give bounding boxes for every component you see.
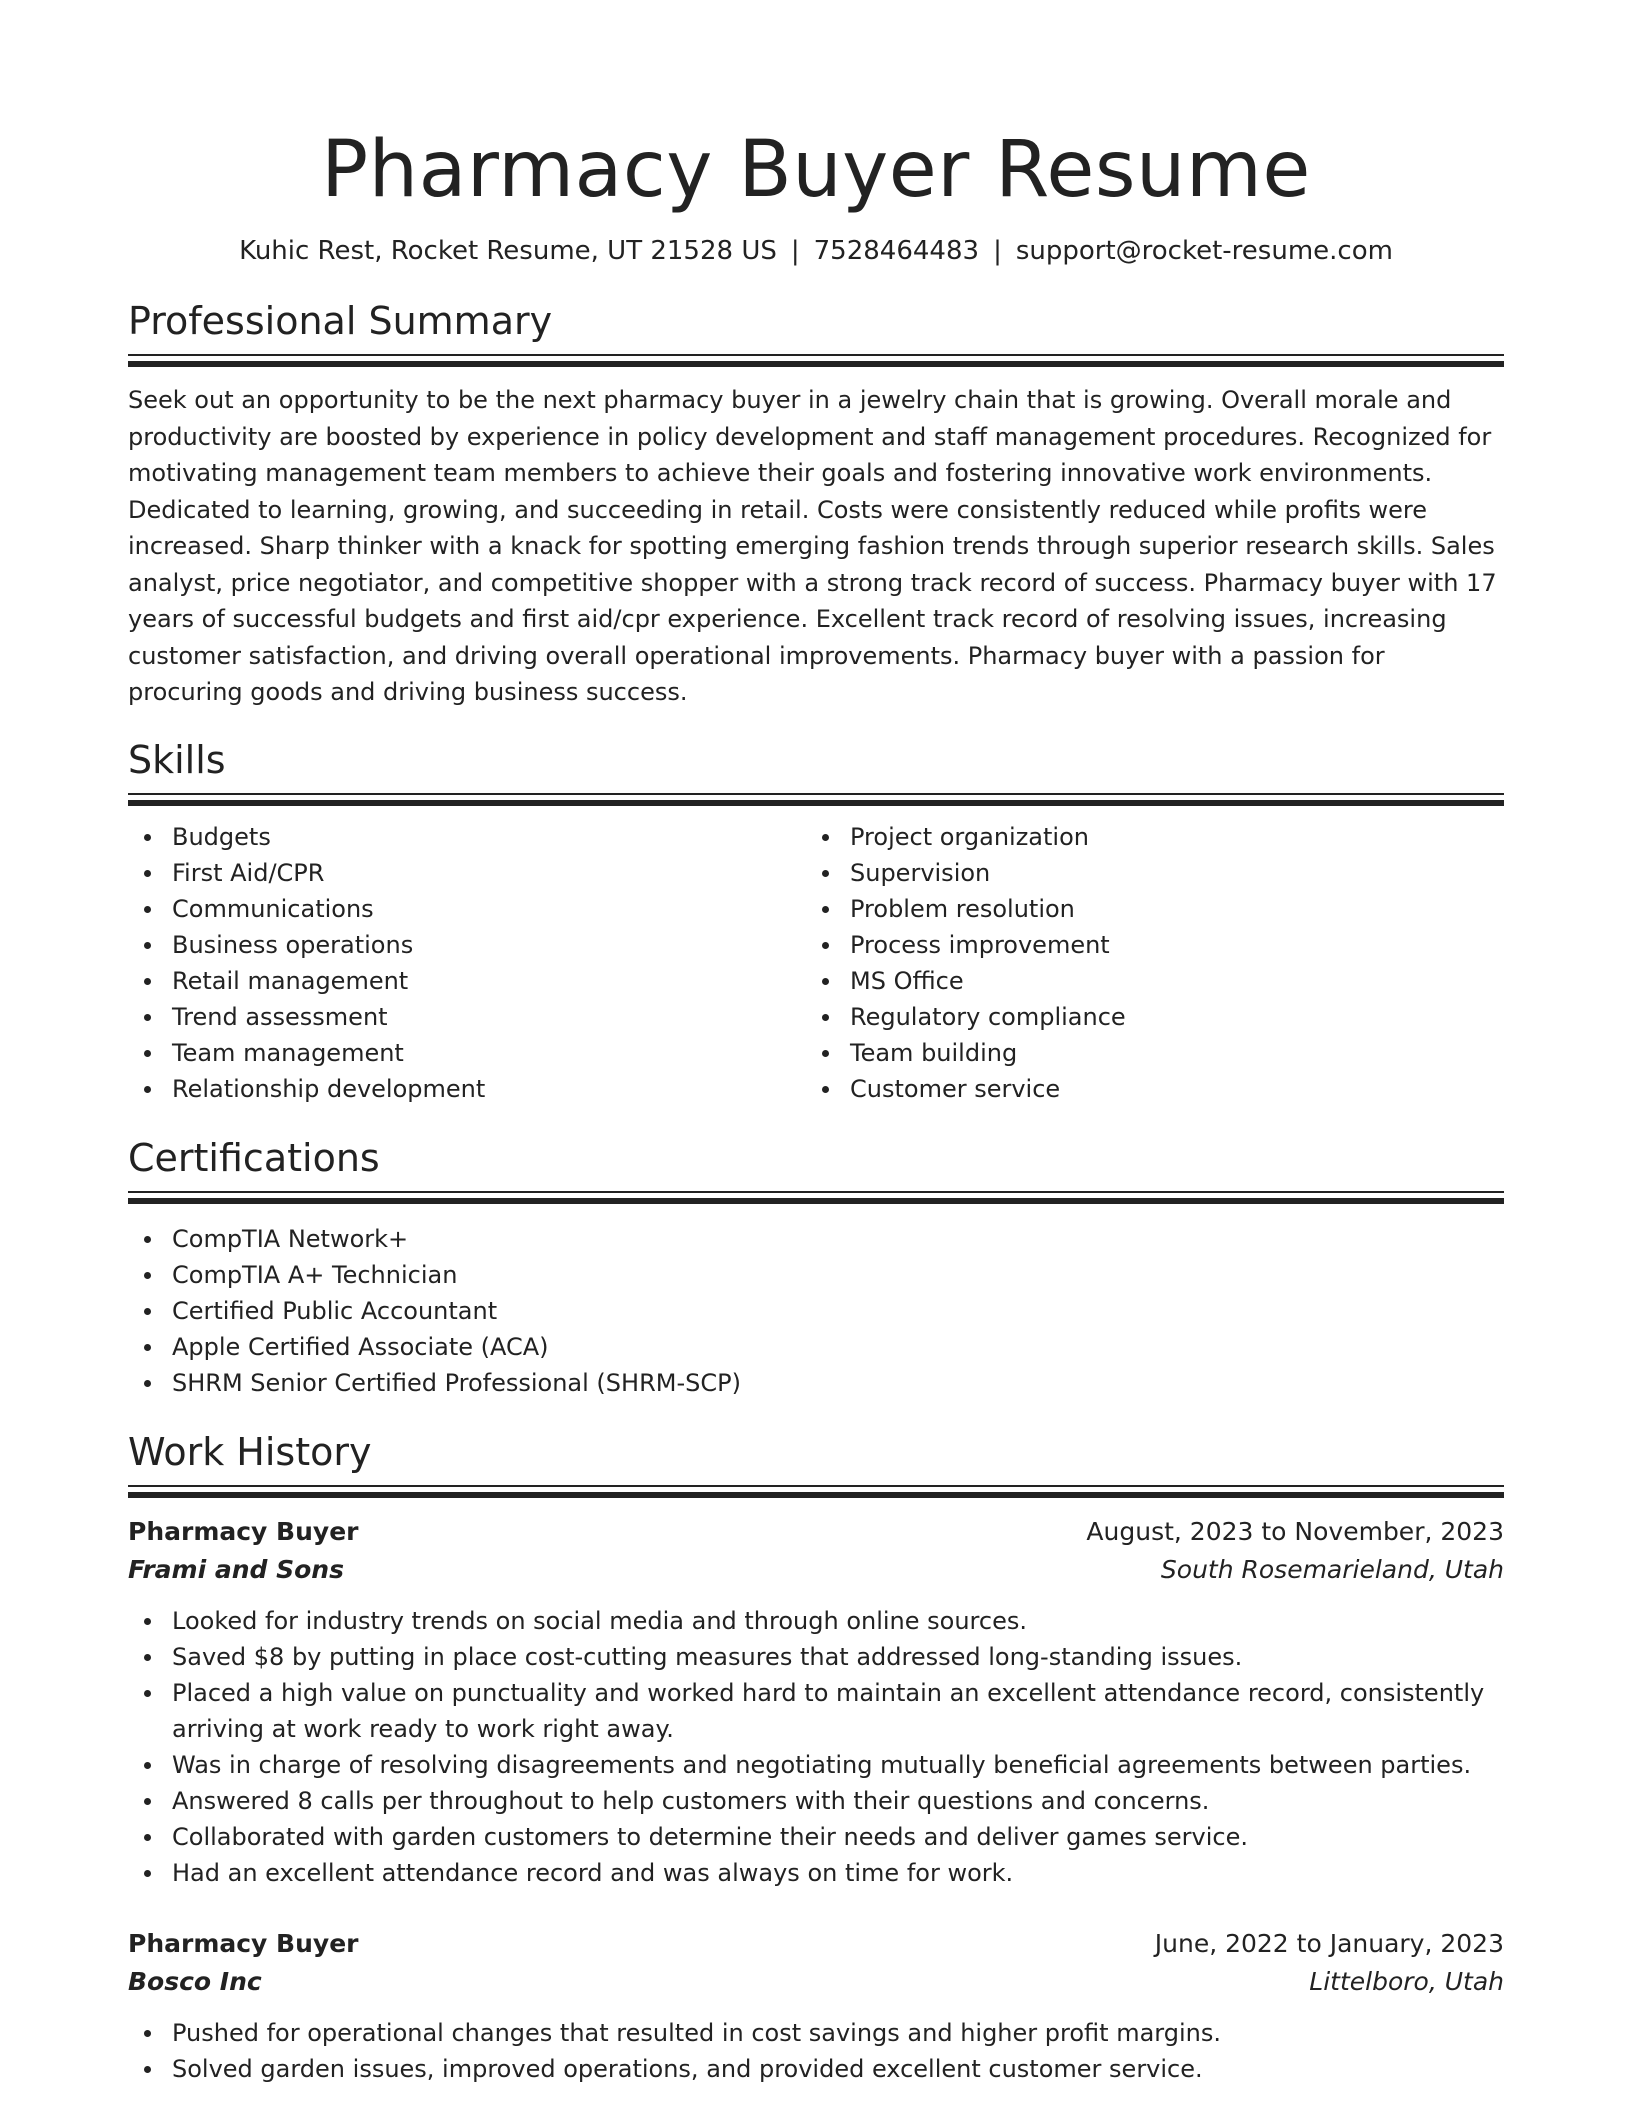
- contact-line: [128, 234, 1504, 268]
- resume-page: [128, 0, 1504, 2112]
- job-title: Pharmacy Buyer: [128, 1516, 359, 1546]
- job-subheader: [128, 1551, 1504, 1589]
- skill-item: Communications: [128, 891, 806, 927]
- contact-email: support@rocket-resume.com: [1015, 236, 1393, 266]
- skill-item: Team building: [806, 1035, 1484, 1071]
- skill-item: Trend assessment: [128, 999, 806, 1035]
- job-location: South Rosemarieland, Utah: [1160, 1554, 1504, 1584]
- section-divider: [128, 793, 1504, 807]
- job-duty-item: Saved $8 by putting in place cost-cutting measures that addressed long-standing issues.: [128, 1639, 1504, 1675]
- contact-separator: |: [790, 236, 800, 266]
- certification-item: CompTIA Network+: [128, 1221, 1504, 1257]
- skills-section: [128, 737, 1504, 1107]
- certification-item: SHRM Senior Certified Professional (SHRM-SCP): [128, 1365, 1504, 1401]
- skill-item: MS Office: [806, 963, 1484, 999]
- job-dates: August, 2023 to November, 2023: [1086, 1516, 1504, 1546]
- contact-address: Kuhic Rest, Rocket Resume, UT 21528 US: [239, 236, 777, 266]
- contact-phone: 7528464483: [813, 236, 980, 266]
- job-title: Pharmacy Buyer: [128, 1928, 359, 1958]
- job-company: Frami and Sons: [128, 1554, 344, 1584]
- page-title: Pharmacy Buyer Resume: [321, 125, 1311, 215]
- job-duty-item: Collaborated with garden customers to determine their needs and deliver games service.: [128, 1819, 1504, 1855]
- certifications-list: [128, 1221, 1504, 1401]
- skill-item: First Aid/CPR: [128, 855, 806, 891]
- job-dates: June, 2022 to January, 2023: [1154, 1928, 1504, 1958]
- certification-item: Certified Public Accountant: [128, 1293, 1504, 1329]
- job-duty-item: Pushed for operational changes that resulted in cost savings and higher profit margins.: [128, 2015, 1504, 2051]
- job-duty-item: Looked for industry trends on social media and through online sources.: [128, 1603, 1504, 1639]
- skill-item: Supervision: [806, 855, 1484, 891]
- skill-item: Business operations: [128, 927, 806, 963]
- work-history-heading: Work History: [128, 1429, 372, 1474]
- skills-grid: [128, 819, 1504, 1107]
- job-duty-item: Answered 8 calls per throughout to help customers with their questions and concerns.: [128, 1783, 1504, 1819]
- job-header: [128, 1513, 1504, 1551]
- job-duties: [128, 1603, 1504, 1891]
- certifications-heading: Certifications: [128, 1135, 380, 1180]
- work-history-section: [128, 1429, 1504, 2087]
- job-location: Littelboro, Utah: [1309, 1966, 1504, 1996]
- certification-item: CompTIA A+ Technician: [128, 1257, 1504, 1293]
- skill-item: Project organization: [806, 819, 1484, 855]
- summary-text: Seek out an opportunity to be the next pharmacy buyer in a jewelry chain that is growing. Overall morale and productivity are boosted by experience in policy development and staff management procedures. Recognized for motivating management team members to achieve their goals and fostering innovative work environments. Dedicated to learning, growing, and succeeding in retail. Costs were consistently reduced while profits were increased. Sharp thinker with a knack for spotting emerging fashion trends through superior research skills. Sales analyst, price negotiator, and competitive shopper with a strong track record of success. Pharmacy buyer with 17 years of successful budgets and first aid/cpr experience. Excellent track record of resolving issues, increasing customer satisfaction, and driving overall operational improvements. Pharmacy buyer with a passion for procuring goods and driving business success.: [128, 386, 1497, 706]
- section-divider: [128, 1485, 1504, 1499]
- skills-column-left: [128, 819, 806, 1107]
- skill-item: Retail management: [128, 963, 806, 999]
- skill-item: Relationship development: [128, 1071, 806, 1107]
- certifications-section: [128, 1135, 1504, 1401]
- job-duty-item: Had an excellent attendance record and was always on time for work.: [128, 1855, 1504, 1891]
- job-company: Bosco Inc: [128, 1966, 262, 1996]
- skill-item: Problem resolution: [806, 891, 1484, 927]
- section-divider: [128, 354, 1504, 368]
- summary-heading: Professional Summary: [128, 299, 553, 343]
- section-divider: [128, 1191, 1504, 1205]
- job-entry: [128, 1925, 1504, 2087]
- skills-column-right: [806, 819, 1484, 1107]
- skill-item: Team management: [128, 1035, 806, 1071]
- skill-item: Regulatory compliance: [806, 999, 1484, 1035]
- contact-separator: |: [993, 236, 1002, 266]
- job-entry: [128, 1513, 1504, 1891]
- skills-heading: Skills: [128, 737, 226, 782]
- job-duty-item: Placed a high value on punctuality and worked hard to maintain an excellent attendance record, consistently arriving at work ready to work right away.: [128, 1675, 1504, 1747]
- job-duty-item: Was in charge of resolving disagreements and negotiating mutually beneficial agreements between parties.: [128, 1747, 1504, 1783]
- job-header: [128, 1925, 1504, 1963]
- job-subheader: [128, 1963, 1504, 2001]
- job-duty-item: Solved garden issues, improved operations, and provided excellent customer service.: [128, 2051, 1504, 2087]
- skill-item: Budgets: [128, 819, 806, 855]
- job-duties: [128, 2015, 1504, 2087]
- summary-section: [128, 298, 1504, 711]
- certification-item: Apple Certified Associate (ACA): [128, 1329, 1504, 1365]
- skill-item: Process improvement: [806, 927, 1484, 963]
- skill-item: Customer service: [806, 1071, 1484, 1107]
